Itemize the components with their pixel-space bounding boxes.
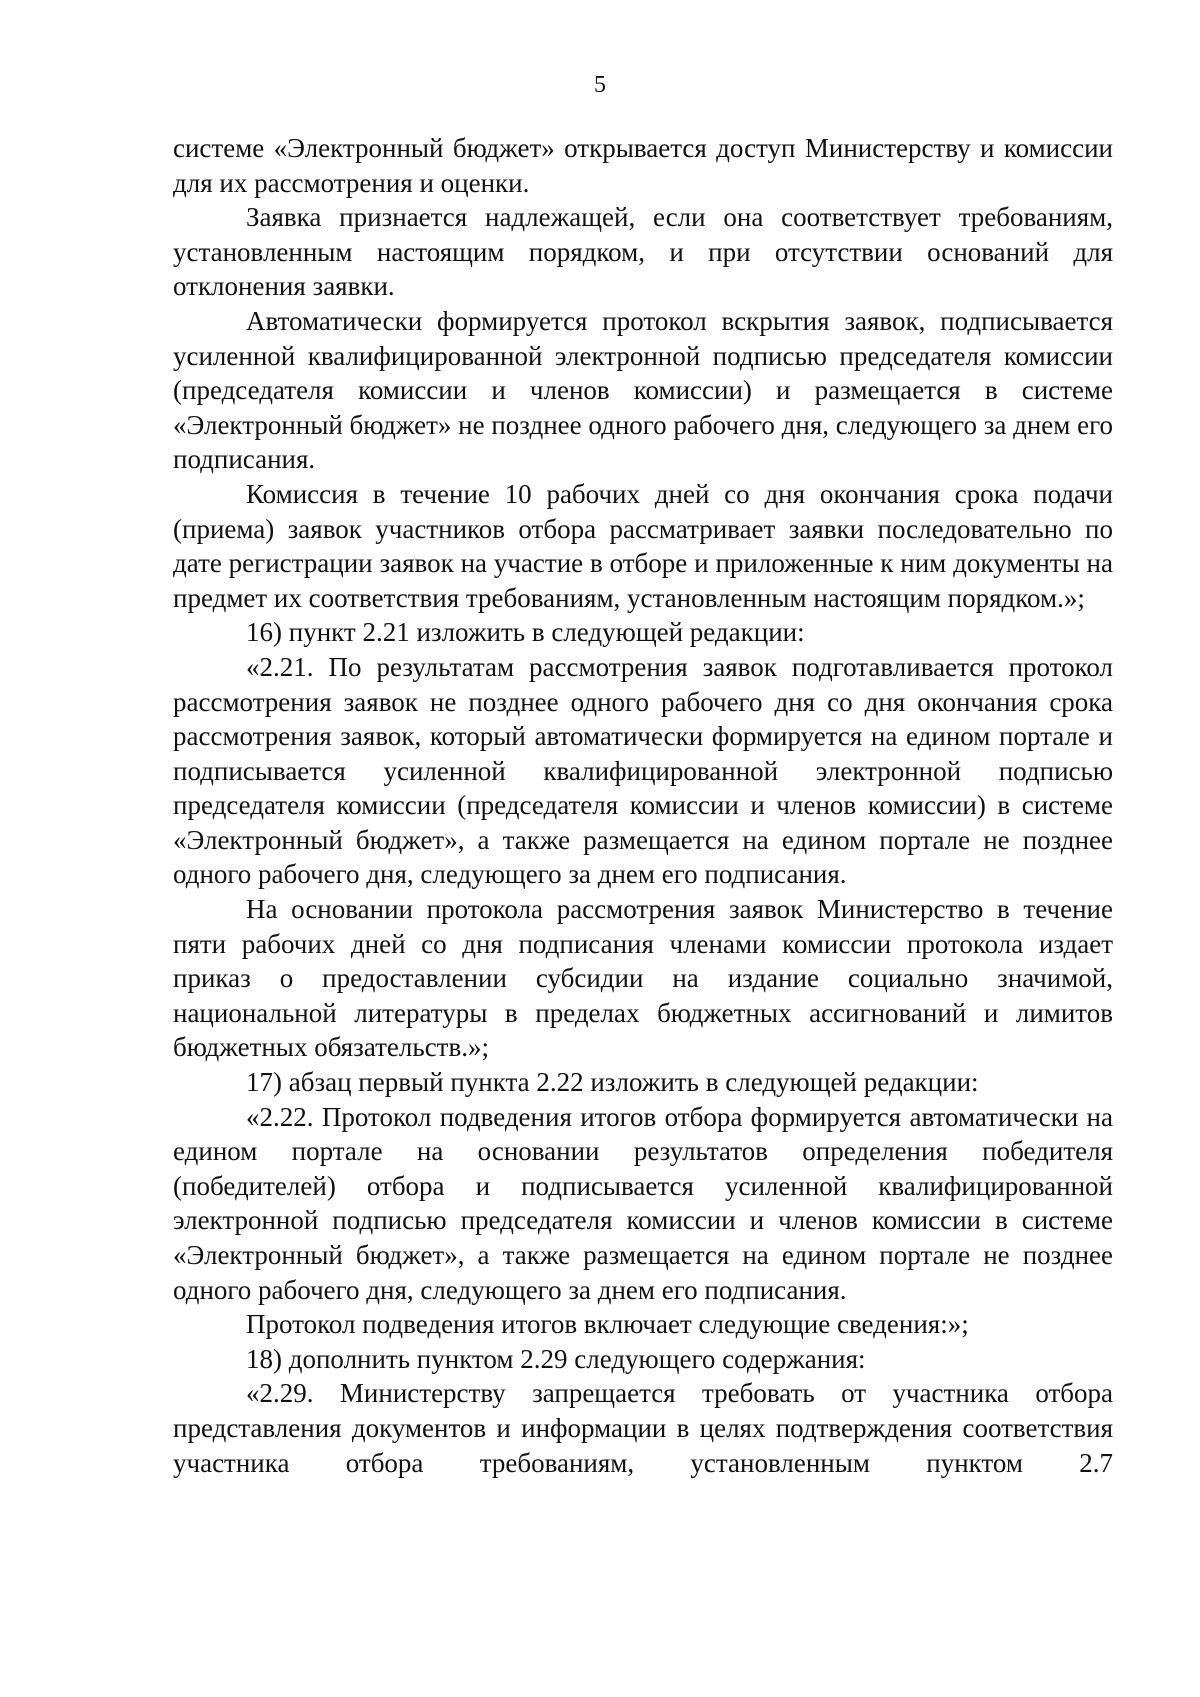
paragraph-item-18: 18) дополнить пунктом 2.29 следующего содержания: (246, 1343, 866, 1374)
paragraph-opening-protocol: Автоматически формируется протокол вскрытия заявок, подписывается усиленной квалифицированной электронной подписью председателя комиссии (председателя комиссии и членов комиссии) и размещается в системе «Электронный бюджет» не позднее одного рабочего дня, следующего за днем его подписания. (173, 305, 1113, 475)
page-number: 5 (594, 72, 606, 98)
paragraph-clause-2-21: «2.21. По результатам рассмотрения заявок подготавливается протокол рассмотрения заявок не позднее одного рабочего дня со дня окончания срока рассмотрения заявок, который автоматически формируется на едином портале и подписывается усиленной квалифицированной электронной подписью председателя комиссии (председателя комиссии и членов комиссии) в системе «Электронный бюджет», а также размещается на едином портале не позднее одного рабочего дня, следующего за днем его подписания. (173, 651, 1113, 890)
paragraph-item-16: 16) пункт 2.21 изложить в следующей редакции: (246, 617, 805, 648)
paragraph-commission-review: Комиссия в течение 10 рабочих дней со дня окончания срока подачи (приема) заявок участников отбора рассматривает заявки последовательно по дате регистрации заявок на участие в отборе и приложенные к ним документы на предмет их соответствия требованиям, установленным настоящим порядком.»; (173, 478, 1113, 613)
paragraph-continuation: системе «Электронный бюджет» открывается доступ Министерству и комиссии для их рассмотрения и оценки. (173, 133, 1113, 198)
paragraph-clause-2-22: «2.22. Протокол подведения итогов отбора формируется автоматически на едином портале на основании результатов определения победителя (победителей) отбора и подписывается усиленной квалифицированной электронной подписью председателя комиссии и членов комиссии в системе «Электронный бюджет», а также размещается на едином портале не позднее одного рабочего дня, следующего за днем его подписания. (173, 1101, 1113, 1305)
document-body (173, 131, 1113, 1480)
paragraph-clause-2-29: «2.29. Министерству запрещается требовать от участника отбора представления документов и информации в целях подтверждения соответствия участника отбора требованиям, установленным пунктом 2.7 (173, 1378, 1113, 1478)
paragraph-application-proper: Заявка признается надлежащей, если она соответствует требованиям, установленным настоящим порядком, и при отсутствии оснований для отклонения заявки. (173, 202, 1113, 302)
paragraph-protocol-contents: Протокол подведения итогов включает следующие сведения:»; (246, 1309, 969, 1340)
paragraph-item-17: 17) абзац первый пункта 2.22 изложить в следующей редакции: (246, 1067, 979, 1098)
paragraph-ministry-order: На основании протокола рассмотрения заявок Министерство в течение пяти рабочих дней со дня подписания членами комиссии протокола издает приказ о предоставлении субсидии на издание социально значимой, национальной литературы в пределах бюджетных ассигнований и лимитов бюджетных обязательств.»; (173, 894, 1113, 1063)
